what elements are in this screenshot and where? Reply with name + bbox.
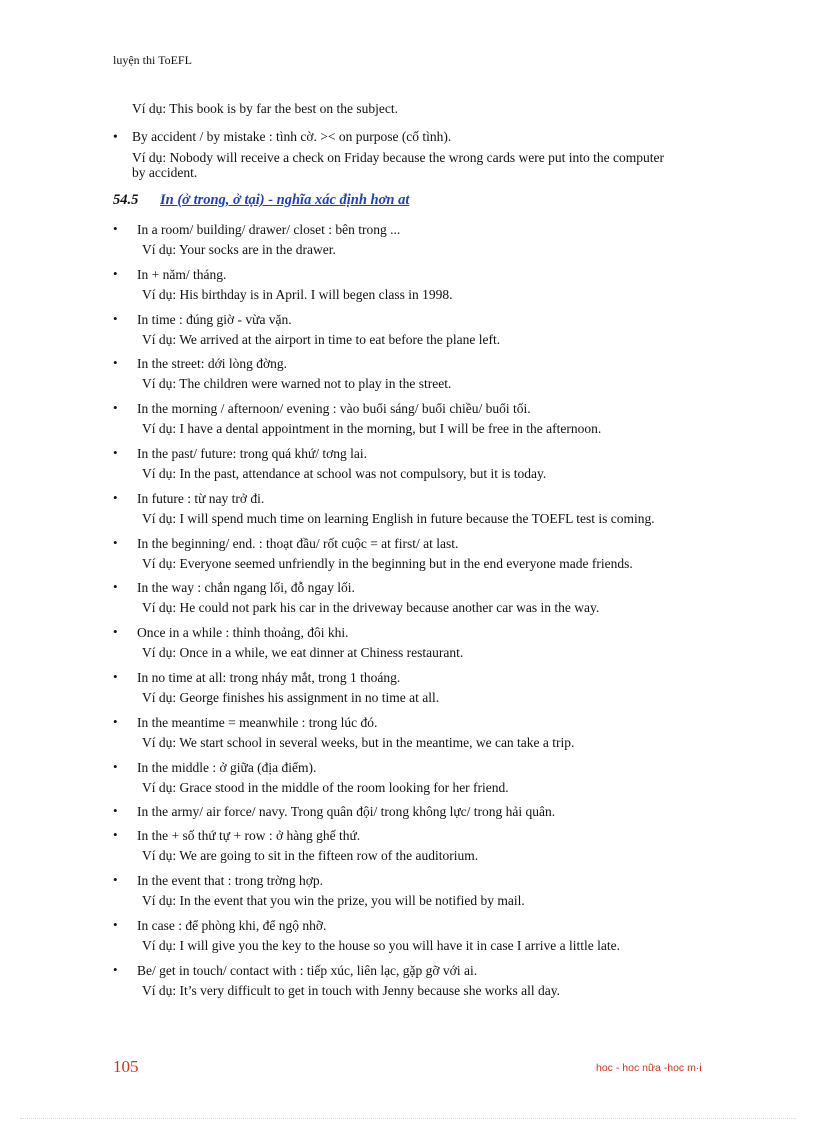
intro-example-2-line1: Ví dụ: Nobody will receive a check on Friday because the wrong cards were put into the computer bbox=[132, 150, 664, 165]
bullet-icon: • bbox=[113, 129, 118, 144]
item-example: Ví dụ: The children were warned not to play in the street. bbox=[142, 376, 452, 392]
bullet-icon: • bbox=[113, 668, 118, 684]
list-item bbox=[113, 534, 753, 579]
bullet-icon: • bbox=[113, 872, 118, 888]
bottom-divider bbox=[20, 1118, 796, 1119]
list-item bbox=[113, 444, 753, 489]
bullet-icon: • bbox=[113, 624, 118, 640]
item-phrase: In the middle : ở giữa (địa điểm). bbox=[137, 759, 317, 775]
list-item bbox=[113, 310, 753, 355]
item-phrase: In + năm/ tháng. bbox=[137, 266, 227, 282]
item-example: Ví dụ: We start school in several weeks, but in the meantime, we can take a trip. bbox=[142, 734, 575, 750]
item-example: Ví dụ: His birthday is in April. I will begen class in 1998. bbox=[142, 286, 453, 302]
intro-example: Ví dụ: This book is by far the best on the subject. bbox=[132, 101, 398, 116]
item-phrase: In the event that : trong trờng hợp. bbox=[137, 873, 323, 889]
item-example: Ví dụ: In the event that you win the prize, you will be notified by mail. bbox=[142, 893, 525, 909]
section-heading bbox=[113, 192, 409, 209]
item-phrase: Once in a while : thỉnh thoảng, đôi khi. bbox=[137, 625, 349, 641]
section-title-link[interactable]: In (ở trong, ở tại) - nghĩa xác định hơn at bbox=[160, 192, 410, 208]
intro-example-2 bbox=[113, 150, 733, 180]
item-example: Ví dụ: I will give you the key to the house so you will have it in case I arrive a little late. bbox=[142, 937, 621, 953]
list-item bbox=[113, 916, 753, 961]
item-phrase: In the way : chắn ngang lối, đỗ ngay lối. bbox=[137, 580, 355, 596]
item-phrase: In the street: dới lòng đờng. bbox=[137, 356, 288, 372]
intro-bullet-text: By accident / by mistake : tình cờ. >< on purpose (cố tình). bbox=[132, 129, 452, 144]
bullet-icon: • bbox=[113, 221, 118, 236]
list-item bbox=[113, 758, 753, 803]
item-example: Ví dụ: George finishes his assignment in no time at all. bbox=[142, 689, 440, 705]
bullet-icon: • bbox=[113, 444, 118, 460]
bullet-icon: • bbox=[113, 400, 118, 416]
intro-block bbox=[113, 100, 733, 180]
item-example: Ví dụ: Your socks are in the drawer. bbox=[142, 242, 336, 257]
page-header: luyện thi ToEFL bbox=[113, 53, 192, 67]
item-phrase: In the morning / afternoon/ evening : vào buổi sáng/ buổi chiều/ buổi tối. bbox=[137, 401, 531, 417]
item-phrase: In no time at all: trong nháy mắt, trong 1 thoáng. bbox=[137, 669, 401, 685]
page-number: 105 bbox=[113, 1057, 139, 1076]
list-item bbox=[113, 623, 753, 668]
bullet-icon: • bbox=[113, 758, 118, 774]
list-item bbox=[113, 354, 753, 399]
intro-example-2-line2: by accident. bbox=[132, 165, 198, 180]
item-phrase: In the army/ air force/ navy. Trong quân đội/ trong không lực/ trong hải quân. bbox=[137, 804, 556, 820]
section-number: 54.5 bbox=[113, 192, 139, 208]
item-example: Ví dụ: Once in a while, we eat dinner at Chiness restaurant. bbox=[142, 645, 464, 661]
item-phrase: In the meantime = meanwhile : trong lúc đó. bbox=[137, 714, 378, 730]
item-example: Ví dụ: It’s very difficult to get in touch with Jenny because she works all day. bbox=[142, 982, 561, 998]
item-example: Ví dụ: He could not park his car in the driveway because another car was in the way. bbox=[142, 600, 600, 616]
list-item bbox=[113, 578, 753, 623]
item-phrase: In time : đúng giờ - vừa vặn. bbox=[137, 311, 292, 327]
list-item bbox=[113, 826, 753, 871]
item-example: Ví dụ: We arrived at the airport in time to eat before the plane left. bbox=[142, 331, 501, 347]
item-phrase: In the + số thứ tự + row : ở hàng ghế thứ. bbox=[137, 828, 361, 844]
bullet-icon: • bbox=[113, 803, 118, 819]
bullet-icon: • bbox=[113, 916, 118, 932]
item-phrase: In future : từ nay trở đi. bbox=[137, 490, 265, 506]
list-item bbox=[113, 489, 753, 534]
item-example: Ví dụ: Grace stood in the middle of the room looking for her friend. bbox=[142, 779, 509, 795]
bullet-icon: • bbox=[113, 827, 118, 843]
bullet-icon: • bbox=[113, 579, 118, 595]
bullet-icon: • bbox=[113, 355, 118, 371]
list-item bbox=[113, 802, 753, 826]
bullet-icon: • bbox=[113, 534, 118, 550]
list-item bbox=[113, 220, 753, 265]
list-item bbox=[113, 961, 753, 1006]
bullet-icon: • bbox=[113, 961, 118, 977]
footer-note: hoc - hoc nữa -hoc m·i bbox=[596, 1062, 702, 1074]
item-phrase: In the past/ future: trong quá khứ/ tơng lai. bbox=[137, 445, 368, 461]
item-phrase: Be/ get in touch/ contact with : tiếp xúc, liên lạc, gặp gỡ với ai. bbox=[137, 962, 478, 978]
list-item bbox=[113, 265, 753, 310]
item-phrase: In a room/ building/ drawer/ closet : bên trong ... bbox=[137, 222, 401, 237]
item-example: Ví dụ: Everyone seemed unfriendly in the beginning but in the end everyone made friends. bbox=[142, 555, 633, 571]
item-phrase: In case : để phòng khi, để ngộ nhỡ. bbox=[137, 917, 327, 933]
item-list bbox=[113, 220, 753, 1006]
bullet-icon: • bbox=[113, 489, 118, 505]
intro-bullet bbox=[113, 128, 733, 146]
list-item bbox=[113, 668, 753, 713]
item-example: Ví dụ: We are going to sit in the fifteen row of the auditorium. bbox=[142, 848, 479, 864]
item-example: Ví dụ: I have a dental appointment in the morning, but I will be free in the afternoon. bbox=[142, 421, 602, 437]
item-example: Ví dụ: In the past, attendance at school was not compulsory, but it is today. bbox=[142, 465, 547, 481]
list-item bbox=[113, 713, 753, 758]
bullet-icon: • bbox=[113, 713, 118, 729]
bullet-icon: • bbox=[113, 310, 118, 326]
bullet-icon: • bbox=[113, 265, 118, 281]
item-phrase: In the beginning/ end. : thoạt đầu/ rốt cuộc = at first/ at last. bbox=[137, 535, 459, 551]
list-item bbox=[113, 399, 753, 444]
item-example: Ví dụ: I will spend much time on learning English in future because the TOEFL test is coming. bbox=[142, 510, 655, 526]
list-item bbox=[113, 871, 753, 916]
